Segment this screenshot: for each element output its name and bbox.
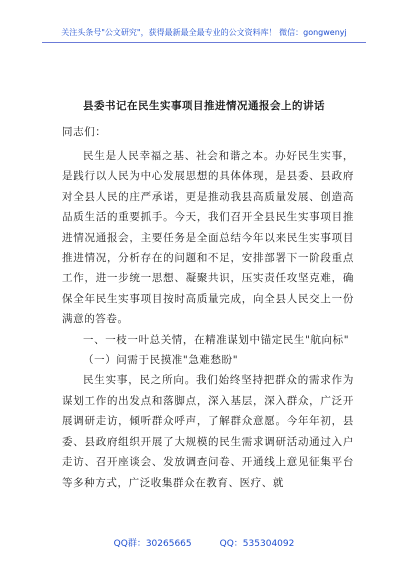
header-notice: 关注头条号"公文研究"，获得最新最全最专业的公文资料库！ 微信：gongwenyj <box>61 28 347 37</box>
subsection-heading-1: （一）问需于民摸准"急难愁盼" <box>83 354 239 367</box>
footer-contact <box>0 536 408 549</box>
footer-qq: QQ：535304092 <box>219 539 295 549</box>
document-title: 县委书记在民生实事项目推进情况通报会上的讲话 <box>83 100 325 112</box>
document-body <box>62 120 354 493</box>
paragraph-intro: 民生是人民幸福之基、社会和谐之本。办好民生实事，是践行以人民为中心发展思想的具体体现，是县委、县政府对全县人民的庄严承诺，更是推动我县高质量发展、创造高品质生活的重要抓手。今天，我们召开全县民生实事项目推进情况通报会，主要任务是全面总结今年以来民生实事项目推进情况，分析存在的问题和不足，安排部署下一阶段重点工作，进一步统一思想、凝聚共识，压实责任攻坚克难，确保全年民生实事项目按时高质量完成，向全县人民交上一份满意的答卷。 <box>62 150 354 326</box>
footer-qq-group: QQ群：30265665 <box>113 539 192 549</box>
salutation: 同志们： <box>62 126 107 138</box>
header-divider <box>42 42 366 43</box>
paragraph-needs: 民生实事，民之所向。我们始终坚持把群众的需求作为谋划工作的出发点和落脚点，深入基层，深入群众，广泛开展调研走访，倾听群众呼声，了解群众意愿。今年年初，县委、县政府组织开展了大规模的民生需求调研活动通过入户走访、召开座谈会、发放调查问卷、开通线上意见征集平台等多种方式，广泛收集群众在教育、医疗、就 <box>62 374 354 489</box>
section-heading-1: 一、一枝一叶总关情，在精准谋划中锚定民生"航向标" <box>83 333 350 346</box>
